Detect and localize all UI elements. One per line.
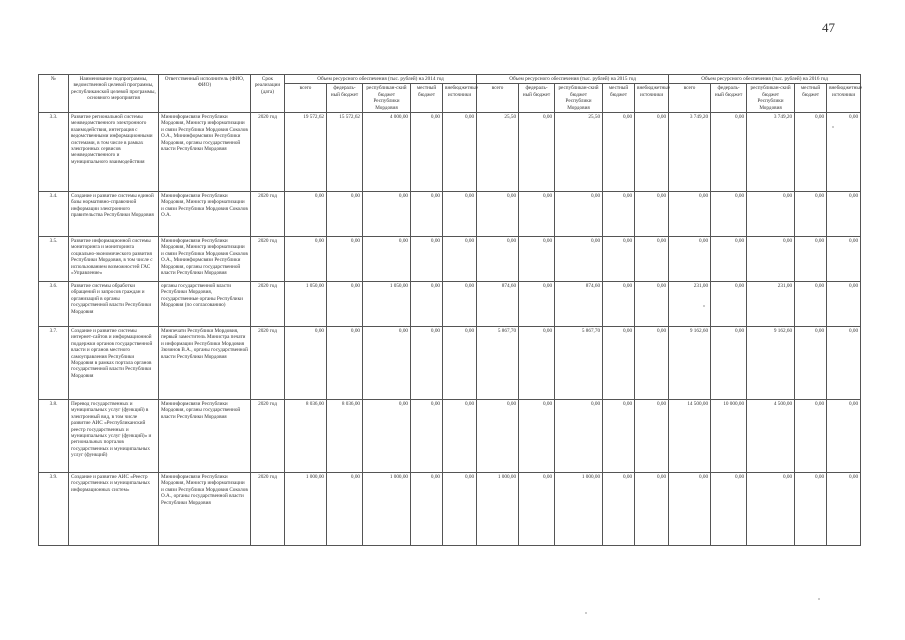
value-v2014: 0,00 — [363, 400, 411, 473]
value-v2014: 0,00 — [327, 282, 363, 327]
value-v2015: 0,00 — [635, 282, 669, 327]
sub-total: всего — [669, 84, 711, 113]
value-v2016: 0,00 — [711, 237, 747, 282]
value-v2014: 0,00 — [443, 327, 477, 400]
sub-federal: федераль-ный бюджет — [327, 84, 363, 113]
value-v2014: 0,00 — [411, 237, 443, 282]
value-v2016: 0,00 — [711, 113, 747, 192]
value-v2015: 0,00 — [555, 237, 603, 282]
row-name: Развитие региональной системы межведомственного электронного взаимодействия, интеграция с ведомственными информационными системами, в том числе в рамках электронных сервисов межведомственного и муниципального взаимодействия — [69, 113, 159, 192]
header-year-2015: Объем ресурсного обеспечения (тыс. рублей) на 2015 год — [477, 75, 669, 84]
value-v2016: 0,00 — [795, 282, 827, 327]
value-v2015: 0,00 — [519, 400, 555, 473]
value-v2015: 0,00 — [603, 327, 635, 400]
value-v2015: 0,00 — [477, 237, 519, 282]
value-v2016: 0,00 — [747, 192, 795, 237]
value-v2014: 0,00 — [411, 282, 443, 327]
value-v2015: 25,50 — [477, 113, 519, 192]
scan-speck — [818, 598, 820, 600]
value-v2014: 0,00 — [411, 473, 443, 546]
value-v2015: 874,60 — [555, 282, 603, 327]
value-v2016: 0,00 — [747, 237, 795, 282]
value-v2015: 0,00 — [635, 237, 669, 282]
sub-local: местный бюджет — [795, 84, 827, 113]
row-responsible: органы государственной власти Республики Мордовия, государственные органы Республики Мордовия (по согласованию) — [159, 282, 251, 327]
row-name: Развитие системы обработки обращений и запросов граждан и организаций в органы государственной власти Республики Мордовия — [69, 282, 159, 327]
row-name: Создание и развитие системы единой базы нормативно-справочной информации электронного правительства Республики Мордовия — [69, 192, 159, 237]
row-deadline: 2020 год — [251, 113, 285, 192]
sub-extra: внебюджетные источники — [827, 84, 861, 113]
value-v2016: 0,00 — [795, 237, 827, 282]
value-v2014: 0,00 — [327, 327, 363, 400]
sub-total: всего — [285, 84, 327, 113]
value-v2015: 0,00 — [603, 400, 635, 473]
value-v2016: 0,00 — [795, 192, 827, 237]
value-v2016: 0,00 — [827, 400, 861, 473]
value-v2015: 0,00 — [519, 113, 555, 192]
value-v2015: 0,00 — [519, 237, 555, 282]
sub-local: местный бюджет — [411, 84, 443, 113]
value-v2016: 0,00 — [711, 192, 747, 237]
sub-republic: республикан-ский бюджет Республики Мордовия — [747, 84, 795, 113]
value-v2016: 4 500,00 — [747, 400, 795, 473]
sub-republic: республикан-ский бюджет Республики Мордовия — [363, 84, 411, 113]
value-v2016: 3 749,20 — [747, 113, 795, 192]
value-v2014: 0,00 — [411, 113, 443, 192]
value-v2014: 0,00 — [363, 192, 411, 237]
value-v2015: 0,00 — [603, 113, 635, 192]
value-v2015: 874,60 — [477, 282, 519, 327]
table-row — [39, 400, 861, 473]
value-v2014: 1 000,00 — [363, 473, 411, 546]
value-v2014: 0,00 — [363, 237, 411, 282]
value-v2014: 0,00 — [443, 473, 477, 546]
value-v2015: 0,00 — [603, 192, 635, 237]
value-v2016: 0,00 — [795, 327, 827, 400]
value-v2014: 0,00 — [285, 327, 327, 400]
row-deadline: 2020 год — [251, 400, 285, 473]
value-v2015: 1 000,00 — [555, 473, 603, 546]
row-deadline: 2020 год — [251, 282, 285, 327]
row-responsible: Мининформсвязи Республики Мордовия, Министр информатизации и связи Республики Мордовия Соколов О.А., Мининформсвязи Республики Мордовия, органы государственной власти Республики Мордовия — [159, 237, 251, 282]
value-v2014: 1 000,00 — [285, 473, 327, 546]
value-v2016: 0,00 — [827, 113, 861, 192]
value-v2014: 0,00 — [443, 192, 477, 237]
sub-total: всего — [477, 84, 519, 113]
value-v2016: 0,00 — [827, 473, 861, 546]
row-name: Создание и развитие системы интернет-сайтов и информационной поддержки органов государственной власти и органов местного самоуправления Республики Мордовия в рамках портала органов государственной власти Республики Мордовия — [69, 327, 159, 400]
value-v2014: 8 036,00 — [285, 400, 327, 473]
row-responsible: Мининформсвязи Республики Мордовия, органы государственной власти Республики Мордовия — [159, 400, 251, 473]
value-v2015: 0,00 — [555, 400, 603, 473]
row-deadline: 2020 год — [251, 473, 285, 546]
header-responsible: Ответственный исполнитель (ФИО, ФИО) — [159, 75, 251, 113]
value-v2016: 231,00 — [747, 282, 795, 327]
scan-speck — [703, 305, 705, 307]
value-v2014: 8 036,00 — [327, 400, 363, 473]
value-v2016: 0,00 — [669, 192, 711, 237]
value-v2016: 0,00 — [711, 327, 747, 400]
value-v2016: 0,00 — [795, 113, 827, 192]
value-v2015: 0,00 — [477, 400, 519, 473]
row-responsible: Мининформсвязи Республики Мордовия, Министр информатизации и связи Республики Мордовия Соколов О.А., Мининформсвязи Республики Мордовия, органы государственной власти Республики Мордовия — [159, 113, 251, 192]
value-v2015: 0,00 — [603, 282, 635, 327]
row-name: Развитие информационной системы мониторинга и мониторинга социально-экономического развития Республики Мордовия, в том числе с использованием возможностей ГАС «Управление» — [69, 237, 159, 282]
table-row — [39, 282, 861, 327]
table-row — [39, 192, 861, 237]
value-v2015: 0,00 — [519, 327, 555, 400]
value-v2016: 0,00 — [827, 282, 861, 327]
header-year-2014: Объем ресурсного обеспечения (тыс. рублей) на 2014 год — [285, 75, 477, 84]
value-v2015: 0,00 — [603, 237, 635, 282]
value-v2015: 0,00 — [635, 192, 669, 237]
value-v2014: 1 050,00 — [285, 282, 327, 327]
row-name: Перевод государственных и муниципальных услуг (функций) в электронный вид, в том числе развитие АИС «Республиканский реестр государственных и муниципальных услуг (функций)» и региональных порталов государственных и муниципальных услуг (функций) — [69, 400, 159, 473]
value-v2014: 15 572,62 — [327, 113, 363, 192]
value-v2014: 19 572,62 — [285, 113, 327, 192]
table-row — [39, 473, 861, 546]
value-v2014: 0,00 — [327, 192, 363, 237]
row-responsible: Мининформсвязи Республики Мордовия, Министр информатизации и связи Республики Мордовия Соколов О.А. — [159, 192, 251, 237]
row-deadline: 2020 год — [251, 192, 285, 237]
sub-extra: внебюджетные источники — [443, 84, 477, 113]
value-v2016: 0,00 — [669, 473, 711, 546]
scan-speck — [832, 126, 834, 128]
value-v2015: 5 867,70 — [477, 327, 519, 400]
sub-republic: республикан-ский бюджет Республики Мордовия — [555, 84, 603, 113]
value-v2016: 231,00 — [669, 282, 711, 327]
value-v2014: 0,00 — [327, 237, 363, 282]
value-v2014: 0,00 — [443, 282, 477, 327]
value-v2016: 9 162,60 — [747, 327, 795, 400]
row-responsible: Минпечати Республики Мордовия, первый заместитель Министра печати и информации Республики Мордовия Зюзинов В.А., органы государственной власти Республики Мордовия — [159, 327, 251, 400]
sub-extra: внебюджетные источники — [635, 84, 669, 113]
value-v2015: 25,50 — [555, 113, 603, 192]
budget-table — [38, 74, 861, 546]
header-name: Наименование подпрограммы, ведомственной целевой программы, республиканской целевой программы, основного мероприятия — [69, 75, 159, 113]
row-name: Создание и развитие АИС «Реестр государственных и муниципальных информационных систем» — [69, 473, 159, 546]
value-v2014: 1 050,00 — [363, 282, 411, 327]
value-v2014: 0,00 — [411, 400, 443, 473]
value-v2014: 0,00 — [443, 400, 477, 473]
value-v2015: 0,00 — [635, 113, 669, 192]
value-v2016: 0,00 — [795, 400, 827, 473]
value-v2014: 0,00 — [411, 327, 443, 400]
value-v2015: 0,00 — [603, 473, 635, 546]
value-v2015: 1 000,00 — [477, 473, 519, 546]
header-year-2016: Объем ресурсного обеспечения (тыс. рублей) на 2016 год — [669, 75, 861, 84]
sub-federal: федераль-ный бюджет — [711, 84, 747, 113]
value-v2015: 0,00 — [519, 192, 555, 237]
row-deadline: 2020 год — [251, 237, 285, 282]
value-v2016: 0,00 — [827, 327, 861, 400]
value-v2014: 0,00 — [363, 327, 411, 400]
header-row-top — [39, 75, 861, 84]
value-v2015: 0,00 — [635, 327, 669, 400]
value-v2015: 0,00 — [519, 473, 555, 546]
value-v2015: 5 867,70 — [555, 327, 603, 400]
value-v2014: 0,00 — [411, 192, 443, 237]
value-v2015: 0,00 — [519, 282, 555, 327]
value-v2014: 0,00 — [443, 113, 477, 192]
row-num: 3.7. — [39, 327, 69, 400]
value-v2015: 0,00 — [477, 192, 519, 237]
value-v2016: 0,00 — [795, 473, 827, 546]
sub-federal: федераль-ный бюджет — [519, 84, 555, 113]
header-deadline: Срок реализации (дата) — [251, 75, 285, 113]
value-v2014: 0,00 — [443, 237, 477, 282]
value-v2015: 0,00 — [635, 473, 669, 546]
row-num: 3.9. — [39, 473, 69, 546]
value-v2016: 0,00 — [711, 473, 747, 546]
value-v2016: 0,00 — [711, 282, 747, 327]
row-deadline: 2020 год — [251, 327, 285, 400]
row-num: 3.5. — [39, 237, 69, 282]
row-num: 3.4. — [39, 192, 69, 237]
value-v2016: 14 500,00 — [669, 400, 711, 473]
value-v2016: 3 749,20 — [669, 113, 711, 192]
value-v2016: 0,00 — [747, 473, 795, 546]
value-v2014: 4 000,00 — [363, 113, 411, 192]
value-v2014: 0,00 — [285, 192, 327, 237]
value-v2016: 0,00 — [669, 237, 711, 282]
row-num: 3.6. — [39, 282, 69, 327]
page-number: 47 — [822, 20, 835, 35]
table-body — [39, 113, 861, 546]
value-v2015: 0,00 — [555, 192, 603, 237]
table-row — [39, 237, 861, 282]
row-responsible: Мининформсвязи Республики Мордовия, Министр информатизации и связи Республики Мордовия Соколов О.А., органы государственной власти Республики Мордовия — [159, 473, 251, 546]
table-row — [39, 113, 861, 192]
table-row — [39, 327, 861, 400]
row-num: 3.8. — [39, 400, 69, 473]
value-v2016: 0,00 — [827, 237, 861, 282]
value-v2016: 0,00 — [827, 192, 861, 237]
value-v2015: 0,00 — [635, 400, 669, 473]
value-v2016: 9 162,60 — [669, 327, 711, 400]
value-v2016: 10 000,00 — [711, 400, 747, 473]
value-v2014: 0,00 — [327, 473, 363, 546]
sub-local: местный бюджет — [603, 84, 635, 113]
row-num: 3.3. — [39, 113, 69, 192]
scan-speck — [585, 612, 587, 614]
header-num: № — [39, 75, 69, 113]
value-v2014: 0,00 — [285, 237, 327, 282]
